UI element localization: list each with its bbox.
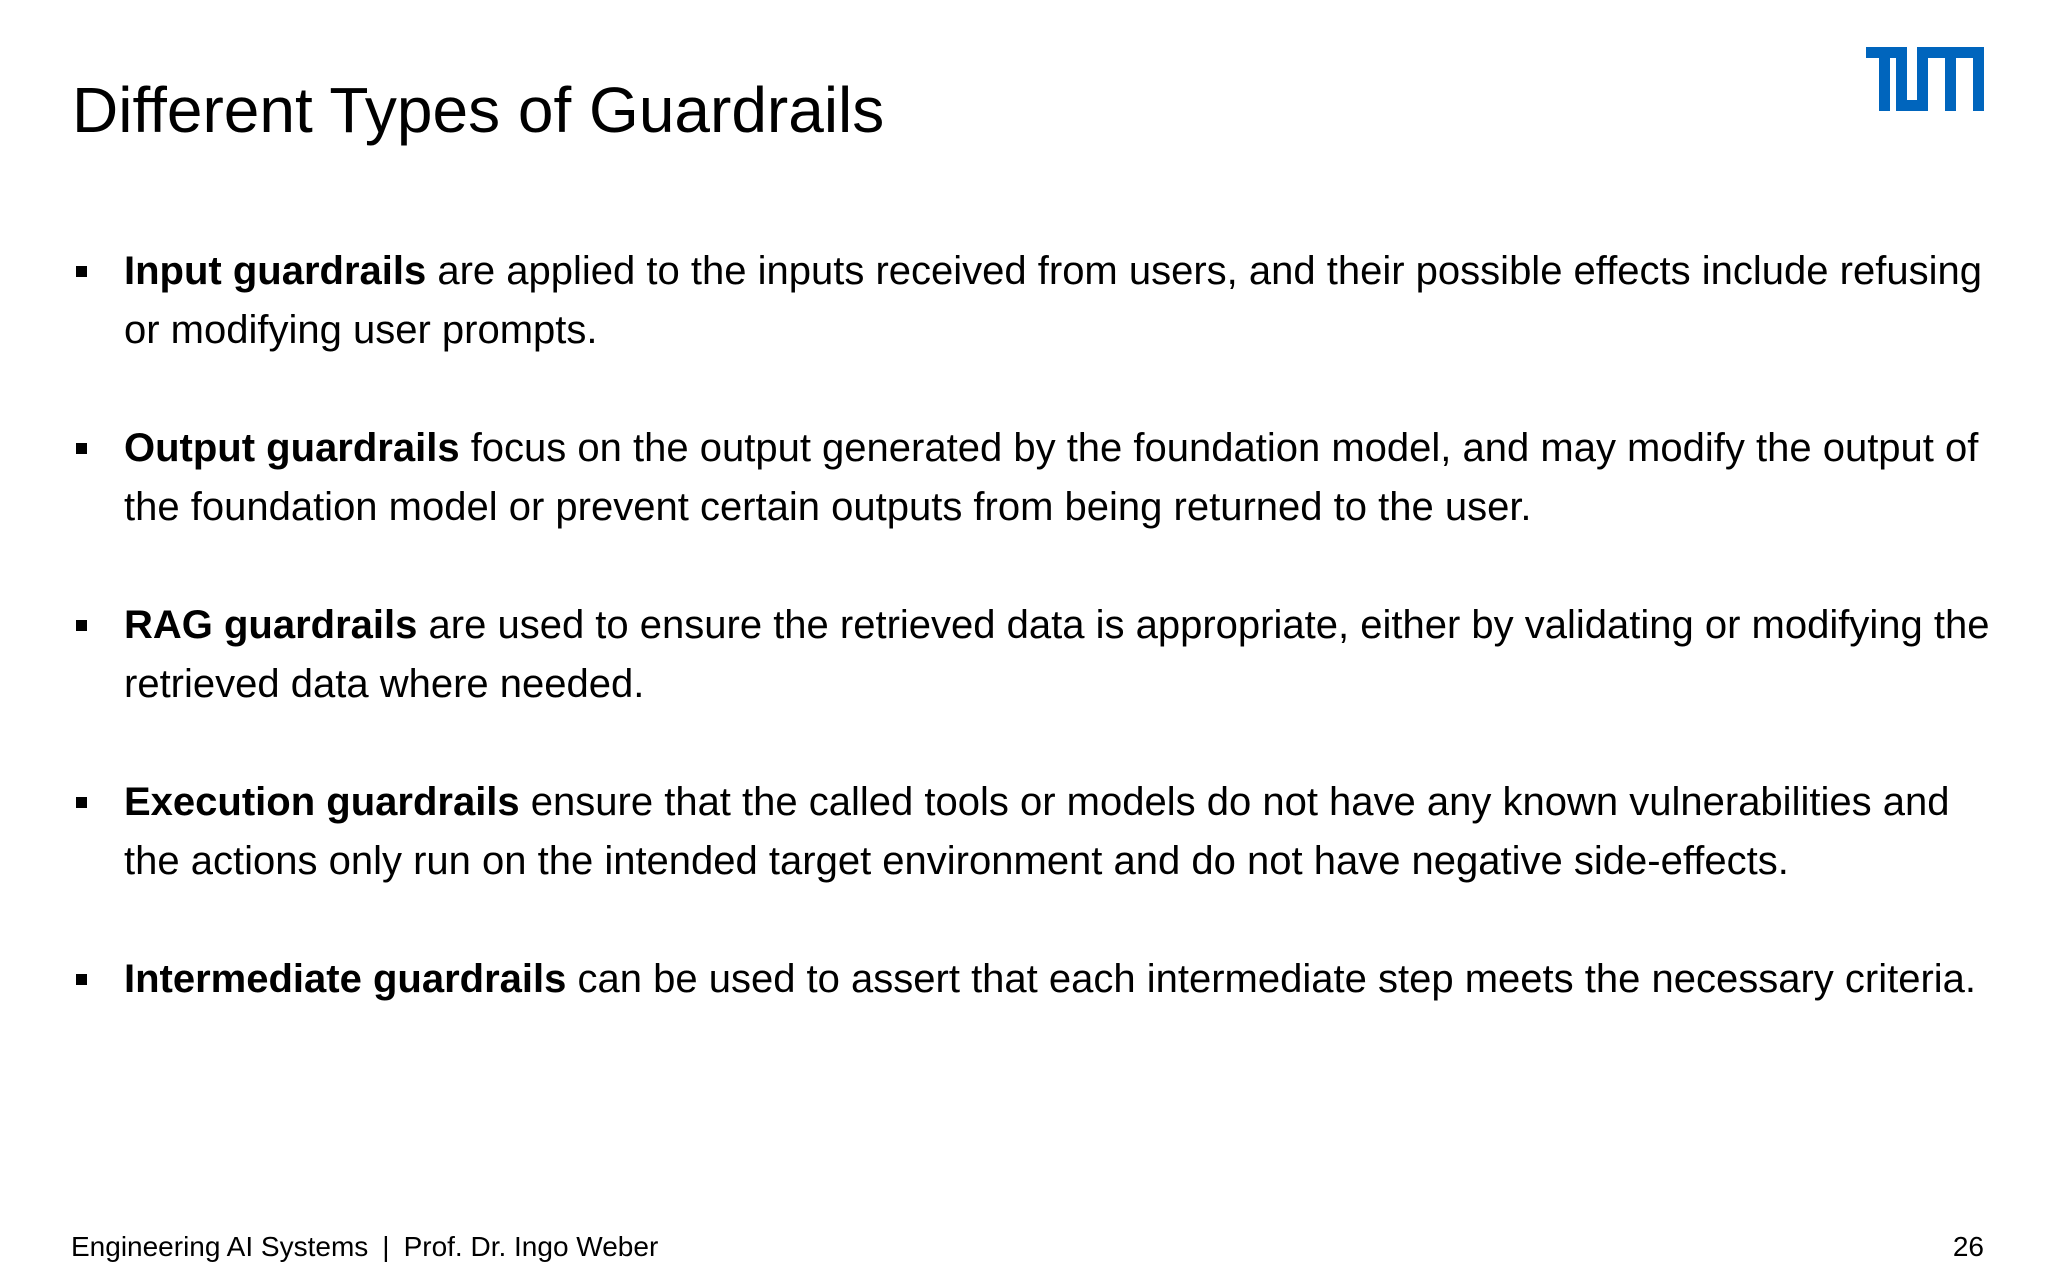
bullet-description: focus on the output generated by the foundation model, and may modify the output of the foundation model or prevent certain outputs from being returned to the user.	[124, 426, 1979, 529]
bullet-text	[124, 242, 1992, 360]
bullet-item-input-guardrails	[72, 242, 1992, 360]
bullet-item-output-guardrails	[72, 419, 1992, 537]
footer	[71, 1230, 658, 1264]
bullet-item-execution-guardrails	[72, 773, 1992, 891]
bullet-text	[124, 950, 1992, 1009]
bullet-description: can be used to assert that each intermediate step meets the necessary criteria.	[566, 957, 1977, 1001]
slide-title: Different Types of Guardrails	[72, 74, 885, 146]
footer-author: Prof. Dr. Ingo Weber	[403, 1231, 659, 1262]
square-bullet-icon	[76, 974, 87, 985]
bullet-term: RAG guardrails	[124, 603, 418, 647]
bullet-list	[72, 242, 1992, 1068]
bullet-description: are applied to the inputs received from users, and their possible effects include refusing or modifying user prompts.	[124, 249, 1982, 352]
bullet-description: are used to ensure the retrieved data is appropriate, either by validating or modifying the retrieved data where needed.	[124, 603, 1990, 706]
bullet-term: Intermediate guardrails	[124, 957, 567, 1001]
square-bullet-icon	[76, 266, 87, 277]
bullet-text	[124, 419, 1992, 537]
tum-logo-icon	[1866, 47, 1984, 111]
footer-separator: |	[382, 1231, 390, 1262]
bullet-term: Output guardrails	[124, 426, 460, 470]
bullet-description: ensure that the called tools or models do not have any known vulnerabilities and the actions only run on the intended target environment and do not have negative side-effects.	[124, 780, 1950, 883]
bullet-text	[124, 773, 1992, 891]
footer-course: Engineering AI Systems	[71, 1231, 369, 1262]
bullet-item-intermediate-guardrails	[72, 950, 1992, 1009]
square-bullet-icon	[76, 443, 87, 454]
square-bullet-icon	[76, 797, 87, 808]
bullet-term: Execution guardrails	[124, 780, 520, 824]
square-bullet-icon	[76, 620, 87, 631]
page-number: 26	[1952, 1231, 1984, 1262]
bullet-item-rag-guardrails	[72, 596, 1992, 714]
bullet-text	[124, 596, 1992, 714]
bullet-term: Input guardrails	[124, 249, 427, 293]
